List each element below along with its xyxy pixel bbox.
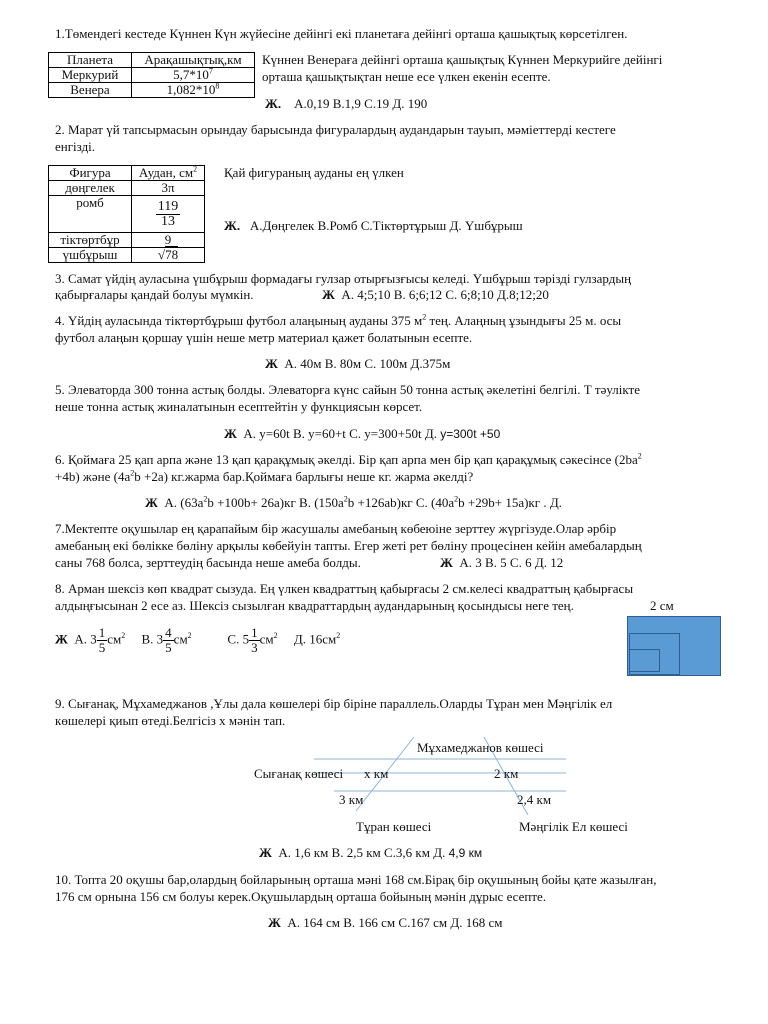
sqrt-icon: √ xyxy=(157,247,166,262)
answer-mark: Ж xyxy=(145,495,158,510)
street-label: Тұран көшесі xyxy=(356,819,432,834)
q5-text: 5. Элеваторда 300 тонна астық болды. Элеваторға күнс сайын 50 тонна астық әкелетіні белгілі. Т тәулікте xyxy=(55,382,640,397)
table-header: Планета xyxy=(49,53,132,68)
answer-mark: Ж. xyxy=(224,218,241,233)
table-cell: 9 xyxy=(132,233,205,248)
option-list: А. 40м В. 80м С. 100м Д.375м xyxy=(284,356,451,371)
q5-text: неше тонна астық жиналатынын есептейтін у функциясын көрсет. xyxy=(55,399,423,414)
q9-text: көшелері қиып өтеді.Белгісіз х мәнін тап. xyxy=(55,713,286,728)
q8-text: алдыңғысынан 2 есе аз. Шексіз сызылған квадраттардың аудандарының қосындысы неге тең. xyxy=(55,598,574,613)
q2-table xyxy=(48,165,205,263)
option-list: А. 1,6 км В. 2,5 км С.3,6 км Д. xyxy=(278,845,446,860)
q5-options xyxy=(224,426,500,442)
answer-mark: Ж xyxy=(55,631,68,647)
q1-options xyxy=(265,96,427,112)
q7-text: саны 768 болса, зерттеудің басында неше амеба болды. xyxy=(55,555,361,570)
table-cell: тіктөртбұр xyxy=(49,233,132,248)
q1-table xyxy=(48,52,255,98)
q7-options xyxy=(440,555,563,571)
q2-text: енгізді. xyxy=(55,139,96,154)
q3-text: қабырғалары қандай болуы мүмкін. xyxy=(55,287,254,302)
fraction: $\frac{4}{5}$ xyxy=(165,625,172,655)
x-label: х км xyxy=(364,766,389,781)
answer-mark: Ж xyxy=(224,426,237,441)
q1-question-line: Күннен Венераға дейінгі орташа қашықтық Күннен Меркурийге дейінгі xyxy=(262,52,663,67)
option-list: А.0,19 В.1,9 С.19 Д. 190 xyxy=(294,96,428,111)
q10-text: 176 см орнына 156 см болуы керек.Оқушылардың орташа бойының мәнін дұрыс есепте. xyxy=(55,889,547,904)
q3-options xyxy=(322,287,549,303)
distance-label: 2 км xyxy=(494,766,519,781)
table-cell xyxy=(132,196,205,233)
option-list: А. 4;5;10 В. 6;6;12 С. 6;8;10 Д.8;12;20 xyxy=(341,287,549,302)
table-cell: $5,7*10^7$ xyxy=(132,68,255,83)
q6-text: +4b) және $(4a^2b +2a)$ кг.жарма бар.Қоймаға барлығы неше кг. жарма әкелді? xyxy=(55,468,474,484)
table-cell: үшбұрыш xyxy=(49,248,132,263)
q8-text: 8. Арман шексіз көп квадрат сызуда. Ең үлкен квадраттың қабырғасы 2 см.келесі квадраттың қабырғасы xyxy=(55,581,634,596)
q6-options: Ж А. $(63a^2b +100b+ 26a)кг$ В. $(150a^2b +126ab)кг$ С. $(40a^2b +29b+ 15a)кг$ . Д. xyxy=(145,494,562,510)
option-list: А. 3 В. 5 С. 6 Д. 12 xyxy=(459,555,564,570)
q9-text: 9. Сығанақ, Мұхамеджанов ,Ұлы дала көшелері бір біріне параллель.Оларды Тұран мен Мәңгілік ел xyxy=(55,696,613,711)
q2-options xyxy=(224,218,523,234)
outer-square xyxy=(628,617,721,676)
table-header: Арақашықтық,км xyxy=(132,53,255,68)
q8-options: Ж А. 3 $\frac{1}{5}$ $см^2$ В. 3 $\frac{4}{5}$ $см^2$ С. 5 $\frac{1}{3}$ $см^2$ Д. $16см^2$ xyxy=(55,625,341,655)
q4-text: футбол алаңын қоршау үшін неше метр материал қажет болатынын есепте. xyxy=(55,330,473,345)
q2-question: Қай фигураның ауданы ең үлкен xyxy=(224,165,404,180)
street-label: Мәңгілік Ел көшесі xyxy=(519,819,628,834)
answer-mark: Ж xyxy=(268,915,281,930)
answer-mark: Ж xyxy=(322,287,335,302)
option-list: А. 164 см В. 166 см С.167 см Д. 168 см xyxy=(287,915,503,930)
q10-options xyxy=(268,915,502,931)
fraction: $\frac{1}{5}$ xyxy=(98,625,106,655)
distance-label: 2,4 км xyxy=(517,792,552,807)
answer-mark: Ж xyxy=(440,555,453,570)
fraction: $\frac{1}{3}$ xyxy=(251,625,258,655)
q1-question-line: орташа қашықтықтан неше есе үлкен екенін есепте. xyxy=(262,69,551,84)
option-d: 4,9 км xyxy=(448,846,483,860)
table-cell: Меркурий xyxy=(49,68,132,83)
table-header: Аудан, $см^2$ xyxy=(132,166,205,181)
table-cell: $1,082*10^8$ xyxy=(132,83,255,98)
q9-options xyxy=(259,845,482,861)
nested-squares-diagram xyxy=(627,616,721,676)
answer-mark: Ж xyxy=(259,845,272,860)
table-cell: ромб xyxy=(49,196,132,233)
q4-text: 4. Үйдің ауласында тіктөртбұрыш футбол алаңының ауданы 375 $м^2$ тең. Алаңның ұзындығы 25 м. осы xyxy=(55,312,622,328)
fraction: $\frac{119}{13}$ xyxy=(157,198,179,229)
q10-text: 10. Топта 20 оқушы бар,олардың бойларының орташа мәні 168 см.Бірақ бір оқушының бойы қате жазылған, xyxy=(55,872,657,887)
table-cell: дөңгелек xyxy=(49,181,132,196)
q1-text: 1.Төмендегі кестеде Күннен Күн жүйесіне дейінгі екі планетаға дейінгі орташа қашықтық көрсетілген. xyxy=(55,26,628,41)
q6-text: 6. Қоймаға 25 қап арпа және 13 қап қарақұмық әкелді. Бір қап арпа мен бір қап қарақұмық сәкесінсе ($2ba^2$ xyxy=(55,451,642,467)
table-cell: Венера xyxy=(49,83,132,98)
street-label: Мұхамеджанов көшесі xyxy=(417,740,544,755)
option-list: А.Дөңгелек В.Ромб С.Тіктөртұрыш Д. Үшбұрыш xyxy=(249,218,523,233)
q2-text: 2. Марат үй тапсырмасын орындау барысында фигуралардың аудандарын тауып, мәміеттерді кестеге xyxy=(55,122,616,137)
distance-label: 3 км xyxy=(339,792,364,807)
table-header: Фигура xyxy=(49,166,132,181)
option-list: А. у=60t В. у=60+t С. у=300+50t Д. xyxy=(243,426,437,441)
street-label: Сығанақ көшесі xyxy=(254,766,344,781)
q7-text: 7.Мектепте оқушылар ең қарапайым бір жасушалы амебаның көбеюіне зерттеу жүргізуде.Олар әрбір xyxy=(55,521,617,536)
answer-mark: Ж xyxy=(265,356,278,371)
answer-mark: Ж. xyxy=(265,96,282,111)
q7-text: амебаның екі бөлікке бөліну арқылы көбейуін тапты. Егер жеті рет бөліну процесінен кейін амебалардың xyxy=(55,538,642,553)
table-cell: √78 xyxy=(132,248,205,263)
side-label: 2 см xyxy=(650,598,674,613)
table-cell: 3π xyxy=(132,181,205,196)
q4-options xyxy=(265,356,450,372)
q3-text: 3. Самат үйдің ауласына үшбұрыш формадағы гулзар отырғызғысы келеді. Үшбұрыш тәрізді гулзардың xyxy=(55,271,632,286)
option-d: у=300t +50 xyxy=(440,427,501,441)
